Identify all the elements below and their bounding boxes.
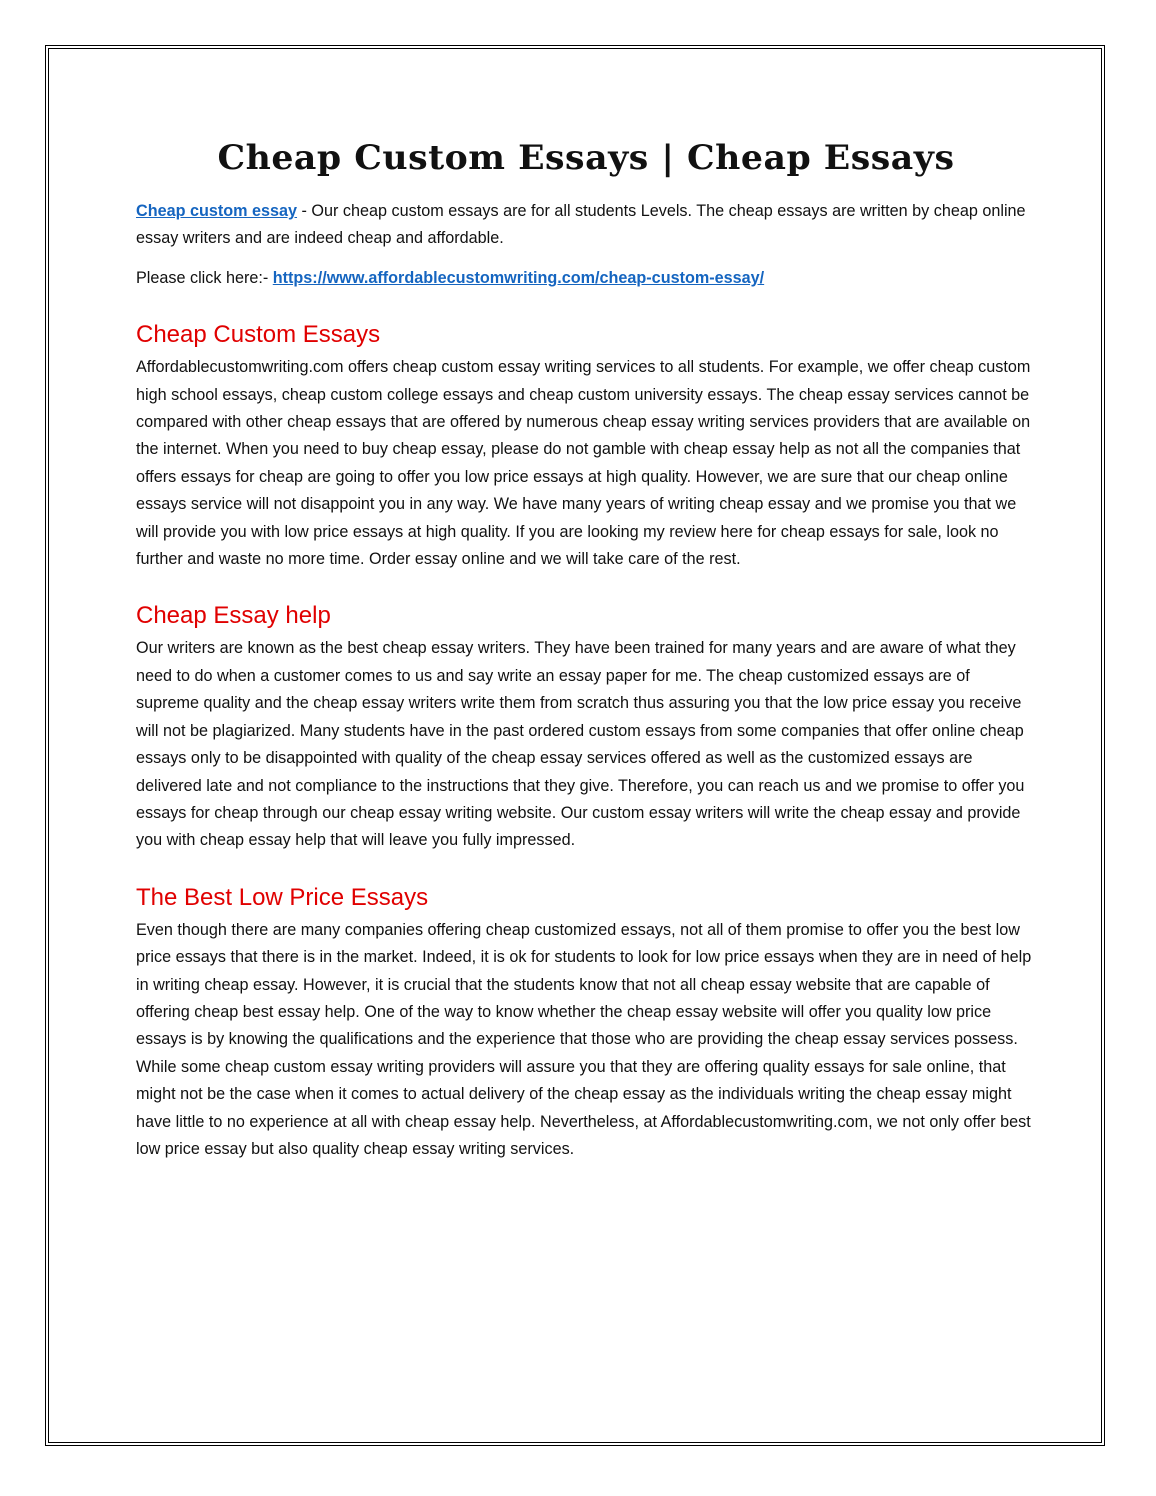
section-heading-cheap-custom-essays: Cheap Custom Essays: [136, 321, 381, 349]
intro-text: - Our cheap custom essays are for all students Levels. The cheap essays are written by cheap online essay writers and are indeed cheap and affordable.: [136, 202, 1026, 248]
document-body: [136, 130, 1036, 1173]
click-here-paragraph: [136, 265, 1036, 292]
website-url-link[interactable]: https://www.affordablecustomwriting.com/cheap-custom-essay/: [272, 268, 765, 287]
cheap-custom-essay-link[interactable]: Cheap custom essay: [136, 202, 298, 220]
section-body-cheap-essay-help: Our writers are known as the best cheap essay writers. They have been trained for many years and are aware of what they need to do when a customer comes to us and say write an essay paper for me. The cheap customized essays are of supreme quality and the cheap essay writers write them from scratch thus assuring you that the low price essay you receive will not be plagiarized. Many students have in the past ordered custom essays from some companies that offer online cheap essays only to be disappointed with quality of the cheap essay services offered as well as the customized essays are delivered late and not compliance to the instructions that they give. Therefore, you can reach us and we promise to offer you essays for cheap through our cheap essay writing website. Our custom essay writers will write the cheap essay and provide you with cheap essay help that will leave you fully impressed.: [136, 639, 1025, 850]
section-heading-cheap-essay-help: Cheap Essay help: [136, 602, 331, 630]
section-body-cheap-custom-essays: Affordablecustomwriting.com offers cheap custom essay writing services to all students. For example, we offer cheap custom high school essays, cheap custom college essays and cheap custom university essays. The cheap essay services cannot be compared with other cheap essays that are offered by numerous cheap essay writing services providers that are available on the internet. When you need to buy cheap essay, please do not gamble with cheap essay help as not all the companies that offers essays for cheap are going to offer you low price essays at high quality. However, we are sure that our cheap online essays service will not disappoint you in any way. We have many years of writing cheap essay and we promise you that we will provide you with low price essays at high quality. If you are looking my review here for cheap essays for sale, look no further and waste no more time. Order essay online and we will take care of the rest.: [136, 358, 1031, 569]
intro-paragraph: [136, 198, 1036, 253]
section-heading-best-low-price-essays: The Best Low Price Essays: [136, 883, 429, 911]
section-body-best-low-price-essays: Even though there are many companies offering cheap customized essays, not all of them promise to offer you the best low price essays that there is in the market. Indeed, it is ok for students to look for low price essays when they are in need of help in writing cheap essay. However, it is crucial that the students know that not all cheap essay website that are capable of offering cheap best essay help. One of the way to know whether the cheap essay website will offer you quality low price essays is by knowing the qualifications and the experience that those who are providing the cheap essay services possess. While some cheap custom essay writing providers will assure you that they are offering quality essays for sale online, that might not be the case when it comes to actual delivery of the cheap essay as the individuals writing the cheap essay might have little to no experience at all with cheap essay help. Nevertheless, at Affordablecustomwriting.com, we not only offer best low price essay but also quality cheap essay writing services.: [136, 920, 1032, 1158]
page-title: Cheap Custom Essays | Cheap Essays: [217, 138, 955, 178]
click-here-label: Please click here:-: [136, 268, 273, 287]
